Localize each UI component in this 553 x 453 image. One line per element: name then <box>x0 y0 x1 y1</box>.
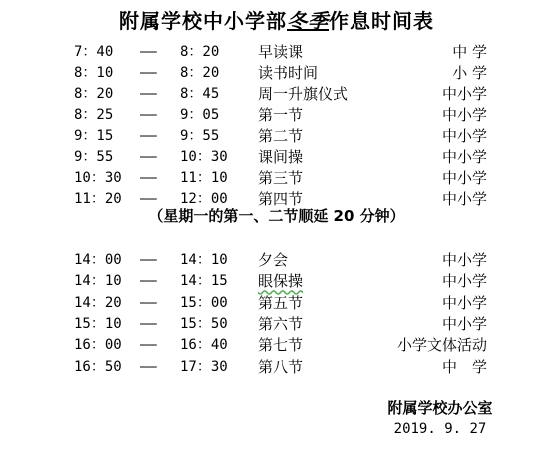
time-separator: —— <box>140 86 157 102</box>
end-time: 15：50 <box>180 315 228 332</box>
participants: 中小学 <box>441 85 487 103</box>
start-time: 9：15 <box>74 128 114 144</box>
start-time: 7：40 <box>74 44 114 60</box>
participants: 中小学 <box>441 127 487 145</box>
start-time: 16：00 <box>74 337 122 354</box>
time-separator: —— <box>140 149 157 165</box>
schedule-row <box>0 335 553 356</box>
end-time: 17：30 <box>180 358 228 375</box>
time-separator: —— <box>140 294 157 311</box>
time-separator: —— <box>140 252 157 268</box>
end-time: 11：10 <box>180 170 228 186</box>
activity-name: 早读课 <box>258 43 304 61</box>
end-time: 8：20 <box>180 44 220 60</box>
start-time: 8：10 <box>74 65 114 81</box>
schedule-row <box>0 168 553 189</box>
activity-name: 第一节 <box>258 106 304 124</box>
end-time: 8：45 <box>180 86 220 102</box>
schedule-row <box>0 105 553 126</box>
start-time: 8：25 <box>74 107 114 123</box>
start-time: 15：10 <box>74 315 122 332</box>
activity-name: 第五节 <box>258 293 304 312</box>
title-season: 冬季 <box>287 9 329 33</box>
schedule-row <box>0 271 553 292</box>
end-time: 16：40 <box>180 337 228 354</box>
start-time: 9：55 <box>74 149 114 165</box>
end-time: 15：00 <box>180 294 228 311</box>
start-time: 14：20 <box>74 294 122 311</box>
schedule-row <box>0 357 553 378</box>
end-time: 10：30 <box>180 149 228 165</box>
participants: 中小学 <box>441 148 487 166</box>
end-time: 9：05 <box>180 107 220 123</box>
schedule-row <box>0 250 553 271</box>
time-separator: —— <box>140 358 157 375</box>
participants: 中 学 <box>441 357 487 376</box>
schedule-row <box>0 84 553 105</box>
end-time: 14：10 <box>180 252 228 268</box>
time-separator: —— <box>140 315 157 332</box>
activity-name: 第八节 <box>258 357 304 376</box>
activity-name: 第三节 <box>258 169 304 187</box>
start-time: 16：50 <box>74 358 122 375</box>
title-suffix: 作息时间表 <box>329 9 434 33</box>
schedule-row <box>0 314 553 335</box>
start-time: 14：00 <box>74 252 122 268</box>
time-separator: —— <box>140 273 157 290</box>
participants: 中 学 <box>452 43 487 61</box>
schedule-note: （星期一的第一、二节顺延 20 分钟） <box>148 207 405 225</box>
end-time: 8：20 <box>180 65 220 81</box>
activity-name: 第二节 <box>258 127 304 145</box>
document-title <box>0 8 553 34</box>
participants: 中小学 <box>441 251 487 269</box>
schedule-row <box>0 42 553 63</box>
time-separator: —— <box>140 107 157 123</box>
schedule-row <box>0 293 553 314</box>
activity-name: 读书时间 <box>258 64 319 82</box>
activity-name: 周一升旗仪式 <box>258 85 349 103</box>
start-time: 14：10 <box>74 273 122 290</box>
activity-name: 夕会 <box>258 251 289 269</box>
time-separator: —— <box>140 44 157 60</box>
schedule-row <box>0 126 553 147</box>
participants: 中小学 <box>441 272 487 291</box>
time-separator: —— <box>140 65 157 81</box>
schedule-row <box>0 63 553 84</box>
end-time: 12：00 <box>180 191 228 207</box>
participants: 中小学 <box>441 106 487 124</box>
signature-date: 2019. 9. 27 <box>393 421 487 437</box>
start-time: 10：30 <box>74 170 122 186</box>
time-separator: —— <box>140 337 157 354</box>
time-separator: —— <box>140 128 157 144</box>
end-time: 14：15 <box>180 273 228 290</box>
time-separator: —— <box>140 191 157 207</box>
start-time: 8：20 <box>74 86 114 102</box>
participants: 中小学 <box>441 314 487 333</box>
activity-name: 第六节 <box>258 314 304 333</box>
activity-name: 课间操 <box>258 148 304 166</box>
activity-name: 眼保操 <box>258 272 304 291</box>
title-prefix: 附属学校中小学部 <box>119 9 287 33</box>
participants: 中小学 <box>441 169 487 187</box>
time-separator: —— <box>140 170 157 186</box>
end-time: 9：55 <box>180 128 220 144</box>
activity-name: 第四节 <box>258 190 304 208</box>
schedule-row <box>0 147 553 168</box>
participants: 小 学 <box>452 64 487 82</box>
participants: 小学文体活动 <box>396 336 487 355</box>
participants: 中小学 <box>441 293 487 312</box>
signature-office: 附属学校办公室 <box>387 399 493 417</box>
start-time: 11：20 <box>74 191 122 207</box>
activity-name: 第七节 <box>258 336 304 355</box>
participants: 中小学 <box>441 190 487 208</box>
